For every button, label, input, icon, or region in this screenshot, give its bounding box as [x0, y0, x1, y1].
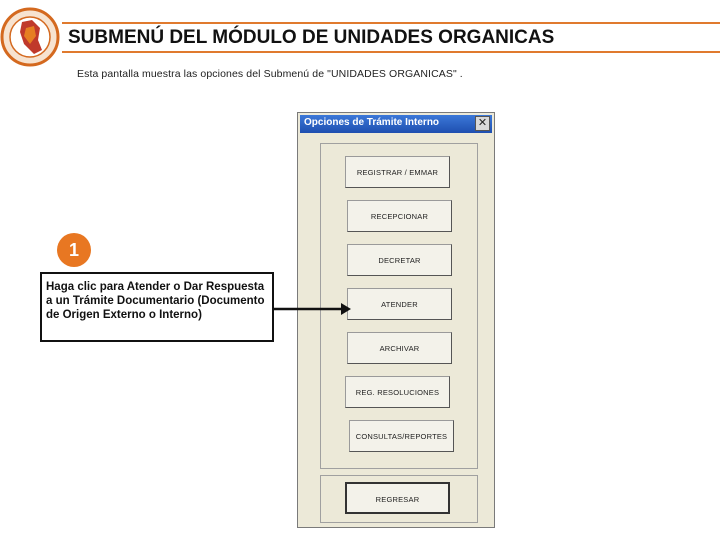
header-top-rule	[62, 22, 720, 24]
options-dialog	[297, 112, 495, 528]
peru-map-seal-icon	[0, 0, 60, 76]
pointer-arrow-icon	[273, 301, 353, 317]
decretar-button[interactable]: DECRETAR	[347, 244, 452, 276]
header-banner	[62, 18, 720, 56]
archivar-button[interactable]: ARCHIVAR	[347, 332, 452, 364]
instruction-callout	[40, 272, 274, 342]
exit-panel	[320, 475, 478, 523]
step-badge: 1	[57, 233, 91, 267]
recepcionar-button[interactable]: RECEPCIONAR	[347, 200, 452, 232]
close-button[interactable]	[475, 116, 490, 131]
callout-text: Haga clic para Atender o Dar Respuesta a un Trámite Documentario (Documento de Origen Externo o Interno)	[46, 281, 265, 321]
reg-resoluciones-button[interactable]: REG. RESOLUCIONES	[345, 376, 450, 408]
close-icon: ✕	[477, 117, 488, 129]
dialog-title: Opciones de Trámite Interno	[304, 117, 440, 128]
page-title: SUBMENÚ DEL MÓDULO DE UNIDADES ORGANICAS	[68, 27, 555, 48]
regresar-button[interactable]: REGRESAR	[345, 482, 450, 514]
dialog-titlebar	[300, 115, 492, 133]
registrar-button[interactable]: REGISTRAR / EMMAR	[345, 156, 450, 188]
atender-button[interactable]: ATENDER	[347, 288, 452, 320]
page-description: Esta pantalla muestra las opciones del Submenú de "UNIDADES ORGANICAS" .	[77, 68, 463, 80]
header-bottom-rule	[62, 51, 720, 53]
consultas-reportes-button[interactable]: CONSULTAS/REPORTES	[349, 420, 454, 452]
